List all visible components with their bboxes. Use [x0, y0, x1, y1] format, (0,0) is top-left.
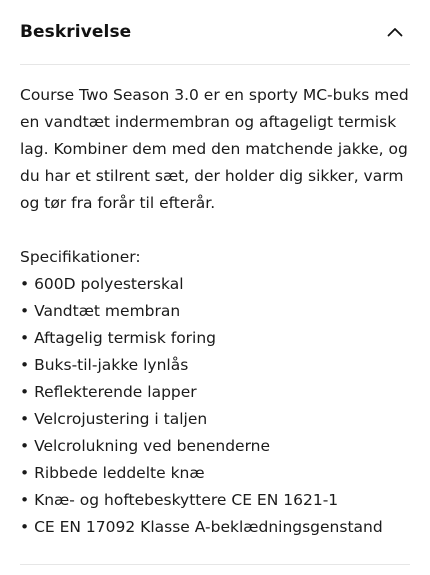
list-item: • Reflekterende lapper — [20, 383, 197, 401]
list-item: • Velcrolukning ved benenderne — [20, 437, 271, 455]
accordion-content — [20, 65, 410, 541]
list-item: • Knæ- og hoftebeskyttere CE EN 1621-1 — [20, 491, 339, 509]
list-item: • CE EN 17092 Klasse A-beklædningsgenstand — [20, 518, 383, 536]
chevron-up-icon[interactable] — [386, 23, 404, 41]
accordion-bottom-divider — [20, 564, 410, 565]
list-item: • Aftagelig termisk foring — [20, 329, 217, 347]
list-item: • 600D polyesterskal — [20, 275, 184, 293]
specs-list — [20, 271, 410, 541]
description-accordion — [20, 0, 410, 541]
accordion-header[interactable] — [20, 0, 410, 65]
list-item: • Buks-til-jakke lynlås — [20, 356, 189, 374]
list-item: • Vandtæt membran — [20, 302, 181, 320]
list-item: • Velcrojustering i taljen — [20, 410, 208, 428]
product-description: Course Two Season 3.0 er en sporty MC-buks med en vandtæt indermembran og aftageligt termisk lag. Kombiner dem med den matchende jakke, og du har et stilrent sæt, der holder dig sikker, varm og tør fra forår til efterår. — [20, 86, 409, 212]
accordion-title: Beskrivelse — [20, 22, 132, 42]
specs-heading: Specifikationer: — [20, 248, 141, 266]
list-item: • Ribbede leddelte knæ — [20, 464, 205, 482]
